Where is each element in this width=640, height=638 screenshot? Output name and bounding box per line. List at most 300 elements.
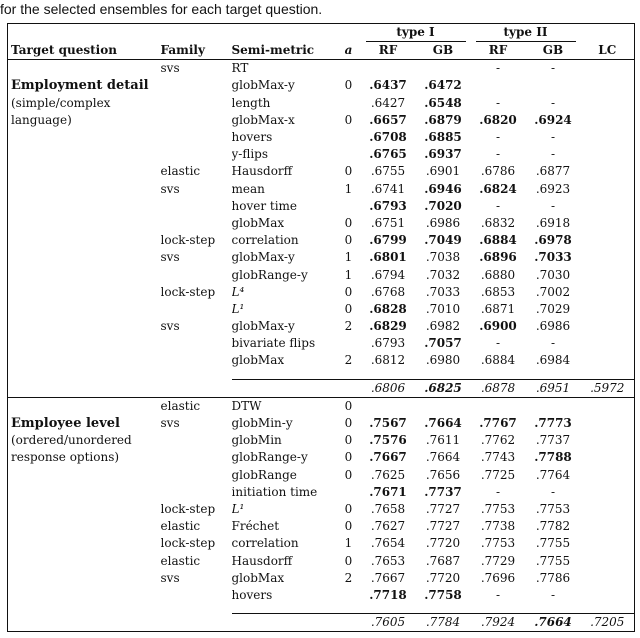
table-row xyxy=(8,77,635,94)
value-cell-gb1: .7020 xyxy=(424,198,462,213)
family-cell xyxy=(161,467,232,484)
value-cell-gb1: .7664 xyxy=(425,450,461,465)
group-cell xyxy=(8,129,161,146)
a-cell: 0 xyxy=(344,450,353,465)
group-cell xyxy=(8,318,161,335)
table-row xyxy=(8,266,635,283)
a-cell: 0 xyxy=(344,233,353,248)
group-cell xyxy=(8,587,161,604)
family-cell xyxy=(161,198,232,215)
family-cell: elastic xyxy=(161,397,232,415)
value-cell-gb1: .7033 xyxy=(425,284,461,299)
value-cell-rf2: - xyxy=(495,587,501,602)
table-row xyxy=(8,163,635,180)
value-cell-rf1: .7667 xyxy=(370,570,406,585)
a-cell xyxy=(337,129,361,146)
value-cell-rf1: .6793 xyxy=(369,198,407,213)
value-cell-rf1: .7625 xyxy=(370,467,406,482)
lc-cell xyxy=(581,60,635,78)
results-table xyxy=(7,23,635,632)
semi-metric-cell: initiation time xyxy=(231,484,318,499)
value-cell-rf2: .7743 xyxy=(480,450,516,465)
lc-cell xyxy=(581,318,635,335)
value-cell-gb1: .7057 xyxy=(424,336,462,351)
value-cell-rf1: .7667 xyxy=(369,450,407,465)
value-cell-rf1: .6741 xyxy=(370,181,406,196)
lc-cell xyxy=(581,335,635,352)
a-cell: 1 xyxy=(344,250,353,265)
a-cell: 0 xyxy=(344,78,353,93)
semi-metric-cell: globMax xyxy=(231,353,285,368)
semi-metric-cell: hover time xyxy=(231,198,298,213)
value-cell-gb2: - xyxy=(550,147,556,162)
value-cell-rf2: - xyxy=(495,198,501,213)
semi-metric-cell: y-flips xyxy=(231,147,269,162)
value-cell-gb2: .6984 xyxy=(535,353,571,368)
value-cell-rf1: .6793 xyxy=(370,336,406,351)
col-semi-metric: Semi-metric xyxy=(231,43,315,58)
table-row xyxy=(8,484,635,501)
value-cell-rf1: .6708 xyxy=(369,130,407,145)
a-cell xyxy=(337,60,361,78)
lc-cell xyxy=(581,352,635,369)
family-cell: lock-step xyxy=(160,536,216,551)
table-row xyxy=(8,232,635,249)
value-cell-rf1: .6751 xyxy=(370,215,406,230)
semi-metric-cell: globMax-y xyxy=(231,250,295,265)
table-row xyxy=(8,415,635,432)
a-cell xyxy=(337,587,361,604)
semi-metric-cell: mean xyxy=(231,181,265,196)
value-cell-rf2: .6853 xyxy=(480,284,516,299)
value-cell-rf1: .7718 xyxy=(369,587,407,602)
value-cell-gb1: .7687 xyxy=(425,553,461,568)
value-cell-gb2: .6923 xyxy=(535,181,571,196)
semi-metric-cell: L⁴ xyxy=(231,284,245,299)
family-cell xyxy=(161,335,232,352)
value-cell-rf1: .6829 xyxy=(369,319,407,334)
value-cell-rf1: .6437 xyxy=(369,78,407,93)
value-cell-rf2: - xyxy=(471,60,526,78)
group-title: Employee level xyxy=(8,415,161,432)
group-subtitle: language) xyxy=(8,112,161,129)
table-row xyxy=(8,95,635,112)
value-cell-gb2: .6924 xyxy=(534,112,572,127)
table-row xyxy=(8,249,635,266)
table-row xyxy=(8,129,635,146)
value-cell-gb1: .7727 xyxy=(425,501,461,516)
value-cell-rf1: .6801 xyxy=(369,250,407,265)
a-cell: 2 xyxy=(344,570,353,585)
col-gb2: GB xyxy=(542,43,564,58)
value-cell-rf1: .6799 xyxy=(369,233,407,248)
group-cell xyxy=(8,284,161,301)
a-cell: 0 xyxy=(344,112,353,127)
value-cell-gb2: .7782 xyxy=(535,519,571,534)
lc-cell xyxy=(581,146,635,163)
value-cell-rf1 xyxy=(361,397,416,415)
a-cell xyxy=(337,335,361,352)
group-cell xyxy=(8,518,161,535)
family-cell xyxy=(161,129,232,146)
col-family: Family xyxy=(160,43,205,58)
average-cell-lc: .5972 xyxy=(581,379,635,397)
semi-metric-cell: Hausdorff xyxy=(231,164,293,179)
value-cell-gb2: .7773 xyxy=(534,416,572,431)
value-cell-gb1: .6980 xyxy=(425,353,461,368)
family-cell: svs xyxy=(161,60,232,78)
value-cell-rf1: .6828 xyxy=(369,301,407,316)
value-cell-rf2: - xyxy=(495,130,501,145)
group-cell xyxy=(8,484,161,501)
col-a: a xyxy=(344,43,353,58)
a-cell: 0 xyxy=(337,397,361,415)
value-cell-gb1 xyxy=(416,60,471,78)
value-cell-rf2: - xyxy=(495,484,501,499)
semi-metric-cell: globMax-y xyxy=(231,78,295,93)
family-cell: svs xyxy=(160,416,180,431)
value-cell-rf1: .7658 xyxy=(370,501,406,516)
lc-cell xyxy=(581,552,635,569)
value-cell-rf2: .7729 xyxy=(480,553,516,568)
semi-metric-cell: globMax xyxy=(231,215,285,230)
value-cell-gb1: .7720 xyxy=(425,536,461,551)
value-cell-gb1: .6472 xyxy=(424,78,462,93)
a-cell: 2 xyxy=(344,319,353,334)
lc-cell xyxy=(581,301,635,318)
col-rf2: RF xyxy=(488,43,508,58)
a-cell xyxy=(337,198,361,215)
family-cell: elastic xyxy=(160,519,201,534)
table-row xyxy=(8,449,635,466)
group-cell xyxy=(8,301,161,318)
value-cell-rf1 xyxy=(361,60,416,78)
value-cell-rf2: .6880 xyxy=(480,267,516,282)
family-cell: lock-step xyxy=(160,284,216,299)
value-cell-rf2: .6832 xyxy=(480,215,516,230)
value-cell-gb1: .6885 xyxy=(424,130,462,145)
average-cell-gb2: .7664 xyxy=(526,614,581,632)
a-cell: 1 xyxy=(344,267,353,282)
lc-cell xyxy=(581,129,635,146)
value-cell-rf1: .6768 xyxy=(370,284,406,299)
value-cell-rf2: .7753 xyxy=(480,536,516,551)
a-cell: 0 xyxy=(344,215,353,230)
value-cell-rf1: .6427 xyxy=(370,95,406,110)
a-cell xyxy=(337,146,361,163)
lc-cell xyxy=(581,77,635,94)
semi-metric-cell: Hausdorff xyxy=(231,553,293,568)
semi-metric-cell: L¹ xyxy=(231,501,245,516)
family-cell xyxy=(161,432,232,449)
family-cell: lock-step xyxy=(160,501,216,516)
value-cell-rf2: .7725 xyxy=(480,467,516,482)
value-cell-rf2: - xyxy=(495,147,501,162)
group-cell xyxy=(8,570,161,587)
value-cell-rf2: .6786 xyxy=(480,164,516,179)
family-cell xyxy=(161,266,232,283)
table-row xyxy=(8,432,635,449)
average-cell-rf1: .6806 xyxy=(361,379,416,397)
lc-cell xyxy=(581,266,635,283)
a-cell: 0 xyxy=(344,467,353,482)
value-cell-rf2: .6900 xyxy=(479,319,517,334)
value-cell-gb1: .7038 xyxy=(425,250,461,265)
lc-cell xyxy=(581,215,635,232)
value-cell-rf2 xyxy=(471,397,526,415)
group-cell xyxy=(8,181,161,198)
a-cell: 1 xyxy=(344,536,353,551)
value-cell-gb2: .7737 xyxy=(535,433,571,448)
value-cell-rf2 xyxy=(471,77,526,94)
table-row xyxy=(8,60,635,78)
average-cell-rf2: .7924 xyxy=(471,614,526,632)
family-cell xyxy=(161,146,232,163)
lc-cell xyxy=(581,198,635,215)
value-cell-gb2: - xyxy=(526,60,581,78)
group-type2: type II xyxy=(476,24,576,42)
table-row xyxy=(8,570,635,587)
family-cell: svs xyxy=(160,570,180,585)
group-title: Employment detail xyxy=(8,77,161,94)
semi-metric-cell: bivariate flips xyxy=(231,336,316,351)
average-row xyxy=(8,379,635,397)
value-cell-rf1: .7627 xyxy=(370,519,406,534)
average-cell-gb1: .6825 xyxy=(416,379,471,397)
value-cell-gb2: .6918 xyxy=(535,215,571,230)
a-cell: 0 xyxy=(344,519,353,534)
table-row xyxy=(8,352,635,369)
family-cell xyxy=(161,449,232,466)
value-cell-gb1: .7720 xyxy=(425,570,461,585)
col-target-question: Target question xyxy=(8,42,161,60)
semi-metric-cell: DTW xyxy=(232,397,337,415)
semi-metric-cell: globMin-y xyxy=(231,416,293,431)
a-cell: 0 xyxy=(344,553,353,568)
table-caption: for the selected ensembles for each target question. xyxy=(0,1,323,17)
table-row xyxy=(8,181,635,198)
semi-metric-cell: Fréchet xyxy=(231,519,280,534)
table-row xyxy=(8,467,635,484)
semi-metric-cell: globRange xyxy=(231,467,297,482)
col-gb1: GB xyxy=(432,43,454,58)
lc-cell xyxy=(581,570,635,587)
table-row xyxy=(8,146,635,163)
a-cell xyxy=(337,484,361,501)
family-cell xyxy=(161,215,232,232)
value-cell-rf1: .6657 xyxy=(369,112,407,127)
lc-cell xyxy=(581,249,635,266)
average-cell-gb2: .6951 xyxy=(526,379,581,397)
table-row xyxy=(8,284,635,301)
value-cell-gb1: .6946 xyxy=(424,181,462,196)
group-cell xyxy=(8,198,161,215)
value-cell-rf2: .6896 xyxy=(479,250,517,265)
table-row xyxy=(8,112,635,129)
group-cell xyxy=(8,501,161,518)
table-row xyxy=(8,318,635,335)
semi-metric-cell: RT xyxy=(232,60,337,78)
family-cell: elastic xyxy=(160,553,201,568)
value-cell-gb1: .6982 xyxy=(425,319,461,334)
value-cell-rf2: .7767 xyxy=(479,416,517,431)
value-cell-gb2: .7029 xyxy=(535,301,571,316)
family-cell xyxy=(161,587,232,604)
group-cell xyxy=(8,552,161,569)
value-cell-rf2: - xyxy=(495,95,501,110)
value-cell-gb1: .6879 xyxy=(424,112,462,127)
value-cell-gb1: .6901 xyxy=(425,164,461,179)
value-cell-gb1: .7010 xyxy=(425,301,461,316)
semi-metric-cell: correlation xyxy=(231,536,299,551)
value-cell-gb2: .7002 xyxy=(535,284,571,299)
value-cell-gb1: .6986 xyxy=(425,215,461,230)
value-cell-gb2: .7755 xyxy=(535,536,571,551)
family-cell xyxy=(161,301,232,318)
family-cell: lock-step xyxy=(160,233,216,248)
family-cell xyxy=(161,112,232,129)
value-cell-rf2: - xyxy=(495,336,501,351)
value-cell-gb2: - xyxy=(550,95,556,110)
average-cell-rf2: .6878 xyxy=(471,379,526,397)
value-cell-gb2: .7753 xyxy=(535,501,571,516)
lc-cell xyxy=(581,397,635,415)
group-cell xyxy=(8,232,161,249)
table-row xyxy=(8,215,635,232)
lc-cell xyxy=(581,163,635,180)
table-row xyxy=(8,501,635,518)
semi-metric-cell: L¹ xyxy=(231,301,245,316)
lc-cell xyxy=(581,587,635,604)
family-cell: elastic xyxy=(160,164,201,179)
a-cell: 0 xyxy=(344,416,353,431)
value-cell-gb1: .7727 xyxy=(425,519,461,534)
semi-metric-cell: length xyxy=(231,95,271,110)
table-row xyxy=(8,552,635,569)
group-subtitle: (simple/complex xyxy=(8,95,161,112)
average-cell-gb1: .7784 xyxy=(416,614,471,632)
family-cell xyxy=(161,352,232,369)
group-subtitle: response options) xyxy=(8,449,161,466)
table-row xyxy=(8,301,635,318)
a-cell: 1 xyxy=(344,181,353,196)
table-row xyxy=(8,335,635,352)
a-cell xyxy=(337,95,361,112)
semi-metric-cell: globRange-y xyxy=(231,450,308,465)
value-cell-gb2: .6877 xyxy=(535,164,571,179)
value-cell-gb1 xyxy=(416,397,471,415)
family-cell: svs xyxy=(160,181,180,196)
average-cell-lc: .7205 xyxy=(581,614,635,632)
value-cell-gb2: .6986 xyxy=(535,319,571,334)
col-rf1: RF xyxy=(378,43,398,58)
value-cell-gb1: .7758 xyxy=(424,587,462,602)
table-row xyxy=(8,587,635,604)
table-row xyxy=(8,535,635,552)
value-cell-rf2: .7696 xyxy=(480,570,516,585)
lc-cell xyxy=(581,232,635,249)
group-cell xyxy=(8,266,161,283)
group-cell xyxy=(8,146,161,163)
group-cell xyxy=(8,60,161,78)
lc-cell xyxy=(581,432,635,449)
semi-metric-cell: hovers xyxy=(231,587,273,602)
group-cell xyxy=(8,397,161,415)
value-cell-gb2: .7788 xyxy=(534,450,572,465)
lc-cell xyxy=(581,284,635,301)
value-cell-rf1: .7576 xyxy=(369,433,407,448)
semi-metric-cell: globRange-y xyxy=(231,267,308,282)
semi-metric-cell: globMax-y xyxy=(231,319,295,334)
group-type1: type I xyxy=(366,24,466,42)
value-cell-rf2: .6871 xyxy=(480,301,516,316)
lc-cell xyxy=(581,112,635,129)
family-cell: svs xyxy=(160,250,180,265)
semi-metric-cell: globMax xyxy=(231,570,285,585)
value-cell-rf1: .6812 xyxy=(370,353,406,368)
family-cell xyxy=(161,484,232,501)
spacer-row xyxy=(8,604,635,614)
lc-cell xyxy=(581,95,635,112)
value-cell-rf2: .6884 xyxy=(479,233,517,248)
semi-metric-cell: globMax-x xyxy=(231,112,295,127)
col-lc: LC xyxy=(581,42,635,60)
a-cell: 0 xyxy=(344,164,353,179)
semi-metric-cell: hovers xyxy=(231,130,273,145)
group-cell xyxy=(8,163,161,180)
value-cell-rf2: .6824 xyxy=(479,181,517,196)
group-cell xyxy=(8,215,161,232)
lc-cell xyxy=(581,181,635,198)
a-cell: 0 xyxy=(344,433,353,448)
header-row xyxy=(8,42,635,60)
value-cell-rf1: .7671 xyxy=(369,484,407,499)
value-cell-rf1: .7653 xyxy=(370,553,406,568)
group-cell xyxy=(8,249,161,266)
group-subtitle: (ordered/unordered xyxy=(8,432,161,449)
group-cell xyxy=(8,352,161,369)
value-cell-gb1: .7032 xyxy=(425,267,461,282)
a-cell: 2 xyxy=(344,353,353,368)
lc-cell xyxy=(581,535,635,552)
value-cell-gb1: .6937 xyxy=(424,147,462,162)
value-cell-gb1: .7737 xyxy=(424,484,462,499)
value-cell-gb2: - xyxy=(550,587,556,602)
value-cell-gb2 xyxy=(526,77,581,94)
value-cell-rf2: .7762 xyxy=(480,433,516,448)
value-cell-gb1: .6548 xyxy=(424,95,462,110)
table-row xyxy=(8,198,635,215)
semi-metric-cell: globMin xyxy=(231,433,282,448)
table-row xyxy=(8,397,635,415)
value-cell-gb1: .7049 xyxy=(424,233,462,248)
a-cell: 0 xyxy=(344,501,353,516)
average-cell-rf1: .7605 xyxy=(361,614,416,632)
lc-cell xyxy=(581,484,635,501)
lc-cell xyxy=(581,518,635,535)
average-row xyxy=(8,614,635,632)
value-cell-gb2: .7786 xyxy=(535,570,571,585)
value-cell-rf2: .7753 xyxy=(480,501,516,516)
value-cell-gb2: .7764 xyxy=(535,467,571,482)
semi-metric-cell: correlation xyxy=(231,233,299,248)
value-cell-gb2 xyxy=(526,397,581,415)
value-cell-gb2: - xyxy=(550,198,556,213)
value-cell-gb2: .7755 xyxy=(535,553,571,568)
group-cell xyxy=(8,535,161,552)
lc-cell xyxy=(581,415,635,432)
header-group-row xyxy=(8,24,635,43)
